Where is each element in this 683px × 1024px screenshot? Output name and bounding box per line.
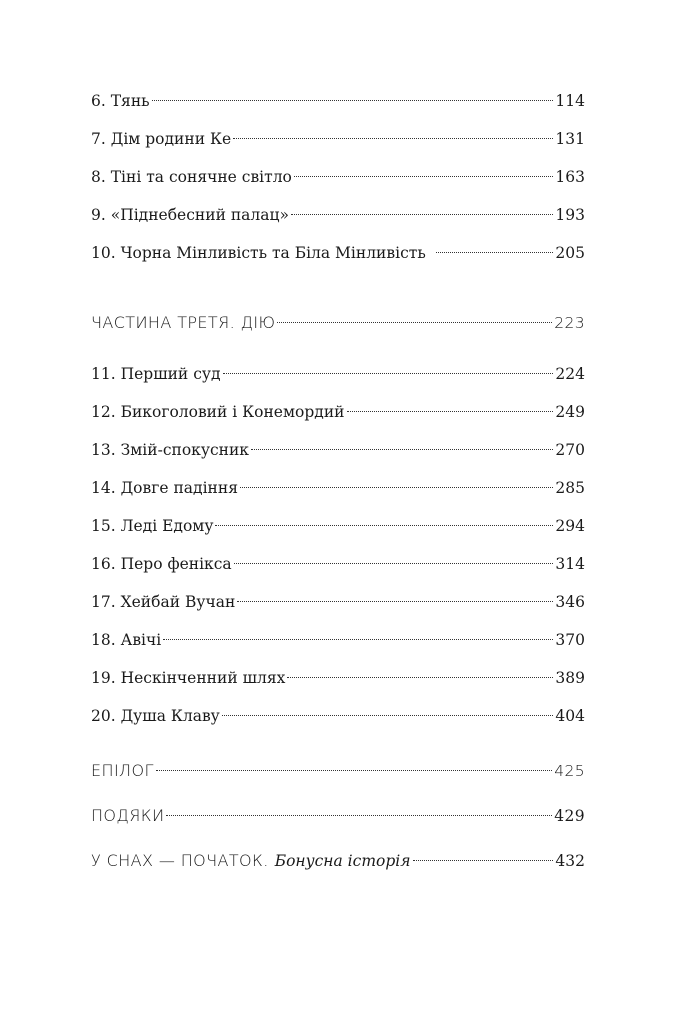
leader-dots xyxy=(291,214,553,215)
toc-entry-label: 17. Хейбай Вучан xyxy=(91,593,236,611)
toc-part-label: ПОДЯКИ xyxy=(91,806,165,825)
leader-dots xyxy=(233,138,553,139)
leader-dots xyxy=(156,770,552,771)
toc-entry-label: 12. Бикоголовий і Конемордий xyxy=(91,403,345,421)
toc-entry-page-number: 346 xyxy=(555,593,585,611)
toc-entry-chapter-9[interactable] xyxy=(91,203,585,227)
leader-dots xyxy=(251,449,553,450)
leader-dots xyxy=(152,100,554,101)
toc-entry-page-number: 205 xyxy=(555,244,585,262)
leader-dots xyxy=(237,601,553,602)
toc-entry-chapter-18[interactable] xyxy=(91,628,585,652)
leader-dots xyxy=(277,322,552,323)
toc-entry-page-number: 285 xyxy=(555,479,585,497)
toc-entry-chapter-8[interactable] xyxy=(91,165,585,189)
toc-entry-page-number: 429 xyxy=(554,807,585,825)
leader-dots xyxy=(287,677,553,678)
toc-entry-page-number: 270 xyxy=(555,441,585,459)
toc-entry-label: 20. Душа Клаву xyxy=(91,707,220,725)
leader-dots xyxy=(294,176,554,177)
toc-entry-chapter-10[interactable] xyxy=(91,241,585,265)
toc-entry-page-number: 223 xyxy=(554,314,585,332)
leader-dots xyxy=(223,373,554,374)
toc-entry-chapter-14[interactable] xyxy=(91,476,585,500)
toc-entry-page-number: 294 xyxy=(555,517,585,535)
toc-entry-label: 19. Нескінченний шлях xyxy=(91,669,286,687)
toc-entry-label: 7. Дім родини Ке xyxy=(91,130,232,148)
leader-dots xyxy=(413,860,554,861)
toc-entry-label: 16. Перо фенікса xyxy=(91,555,232,573)
leader-dots xyxy=(240,487,553,488)
toc-entry-epilogue[interactable] xyxy=(91,759,585,783)
leader-dots xyxy=(234,563,554,564)
toc-entry-page-number: 389 xyxy=(555,669,585,687)
leader-dots xyxy=(163,639,553,640)
toc-entry-label: 13. Змій-спокусник xyxy=(91,441,249,459)
toc-part-label: У СНАХ — ПОЧАТОК. xyxy=(91,851,269,870)
toc-entry-chapter-12[interactable] xyxy=(91,400,585,424)
toc-entry-chapter-7[interactable] xyxy=(91,127,585,151)
toc-entry-page-number: 404 xyxy=(555,707,585,725)
leader-dots xyxy=(436,252,554,253)
leader-dots xyxy=(347,411,554,412)
toc-entry-label: 8. Тіні та сонячне світло xyxy=(91,168,292,186)
toc-entry-chapter-17[interactable] xyxy=(91,590,585,614)
toc-entry-page-number: 163 xyxy=(555,168,585,186)
toc-entry-page-number: 249 xyxy=(555,403,585,421)
toc-part-label: ЧАСТИНА ТРЕТЯ. ДІЮ xyxy=(91,313,276,332)
toc-entry-page-number: 370 xyxy=(555,631,585,649)
toc-entry-page-number: 193 xyxy=(555,206,585,224)
toc-entry-page-number: 425 xyxy=(554,762,585,780)
toc-entry-label: 11. Перший суд xyxy=(91,365,221,383)
toc-entry-label: 9. «Піднебесний палац» xyxy=(91,206,289,224)
toc-entry-page-number: 224 xyxy=(555,365,585,383)
toc-entry-page-number: 131 xyxy=(555,130,585,148)
toc-entry-page-number: 314 xyxy=(555,555,585,573)
leader-dots xyxy=(222,715,554,716)
leader-dots xyxy=(215,525,553,526)
leader-dots xyxy=(166,815,552,816)
toc-entry-chapter-6[interactable] xyxy=(91,89,585,113)
toc-entry-label: 18. Авічі xyxy=(91,631,162,649)
toc-entry-chapter-20[interactable] xyxy=(91,704,585,728)
toc-part-label: ЕПІЛОГ xyxy=(91,761,154,780)
toc-entry-page-number: 114 xyxy=(555,92,585,110)
toc-entry-label: 10. Чорна Мінливість та Біла Мінливість xyxy=(91,244,426,262)
toc-entry-chapter-11[interactable] xyxy=(91,362,585,386)
toc-entry-label: 15. Леді Едому xyxy=(91,517,214,535)
toc-entry-chapter-13[interactable] xyxy=(91,438,585,462)
toc-entry-bonus-story[interactable] xyxy=(91,849,585,873)
toc-entry-label: 14. Довге падіння xyxy=(91,479,238,497)
toc-bonus-subtitle: Бонусна історія xyxy=(274,852,411,870)
toc-entry-label: 6. Тянь xyxy=(91,92,150,110)
toc-entry-chapter-15[interactable] xyxy=(91,514,585,538)
toc-entry-acknowledgements[interactable] xyxy=(91,804,585,828)
toc-entry-part-three[interactable] xyxy=(91,311,585,335)
toc-entry-chapter-19[interactable] xyxy=(91,666,585,690)
toc-entry-chapter-16[interactable] xyxy=(91,552,585,576)
toc-entry-page-number: 432 xyxy=(555,852,585,870)
